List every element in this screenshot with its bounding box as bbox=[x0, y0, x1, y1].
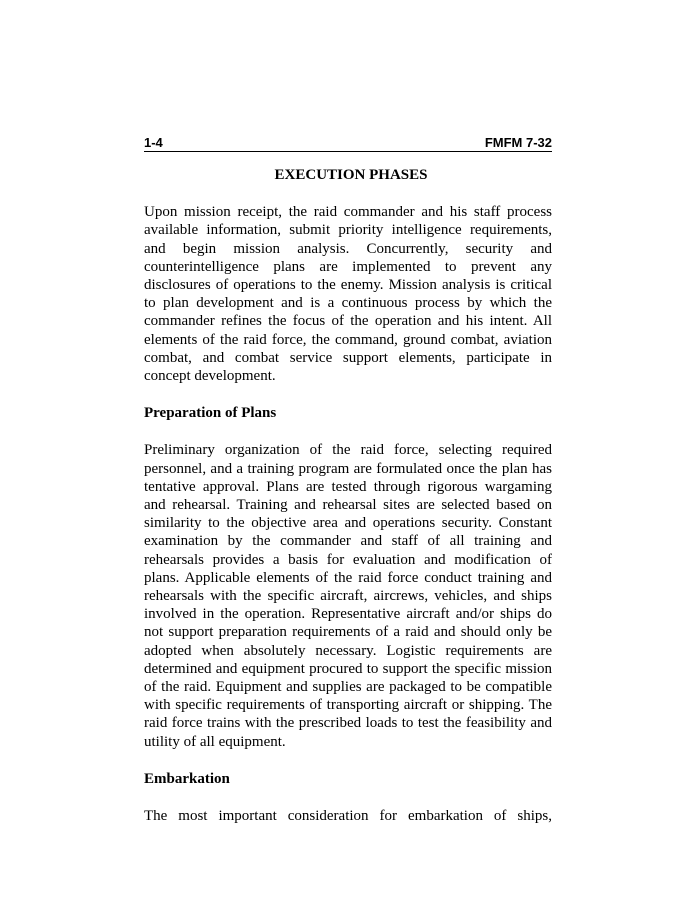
preparation-paragraph: Preliminary organization of the raid force, selecting required personnel, and a training program are formulated once the plan has tentative approval. Plans are tested through rigorous wargaming and rehearsal. Training and rehearsal sites are selected based on similarity to the objective area and operations security. Constant examination by the commander and staff of all training and rehearsals provides a basis for evaluation and modification of plans. Applicable elements of the raid force conduct training and rehearsals with the specific aircraft, aircrews, vehicles, and ships involved in the operation. Representative aircraft and/or ships do not support preparation requirements of a raid and should only be adopted when absolutely necessary. Logistic requirements are determined and equipment procured to support the specific mission of the raid. Equipment and supplies are packaged to be compatible with specific requirements of transporting aircraft or shipping. The raid force trains with the prescribed loads to test the feasibility and utility of all equipment. bbox=[144, 442, 552, 750]
page-header bbox=[144, 135, 552, 152]
page-number: 1-4 bbox=[144, 135, 163, 150]
intro-paragraph: Upon mission receipt, the raid commander and his staff process available information, submit priority intelligence requirements, and begin mission analysis. Concurrently, security and counterintelligence plans are implemented to prevent any disclosures of operations to the enemy. Mission analysis is critical to plan development and is a continuous process by which the commander refines the focus of the operation and his intent. All elements of the raid force, the command, ground combat, aviation combat, and combat service support elements, participate in concept development. bbox=[144, 204, 552, 385]
section-title: EXECUTION PHASES bbox=[274, 167, 428, 183]
embarkation-heading: Embarkation bbox=[144, 770, 230, 787]
preparation-heading: Preparation of Plans bbox=[144, 405, 277, 422]
page-content bbox=[144, 166, 552, 825]
embarkation-paragraph: The most important consideration for embarkation of ships, bbox=[144, 808, 552, 825]
document-id: FMFM 7-32 bbox=[484, 135, 552, 150]
